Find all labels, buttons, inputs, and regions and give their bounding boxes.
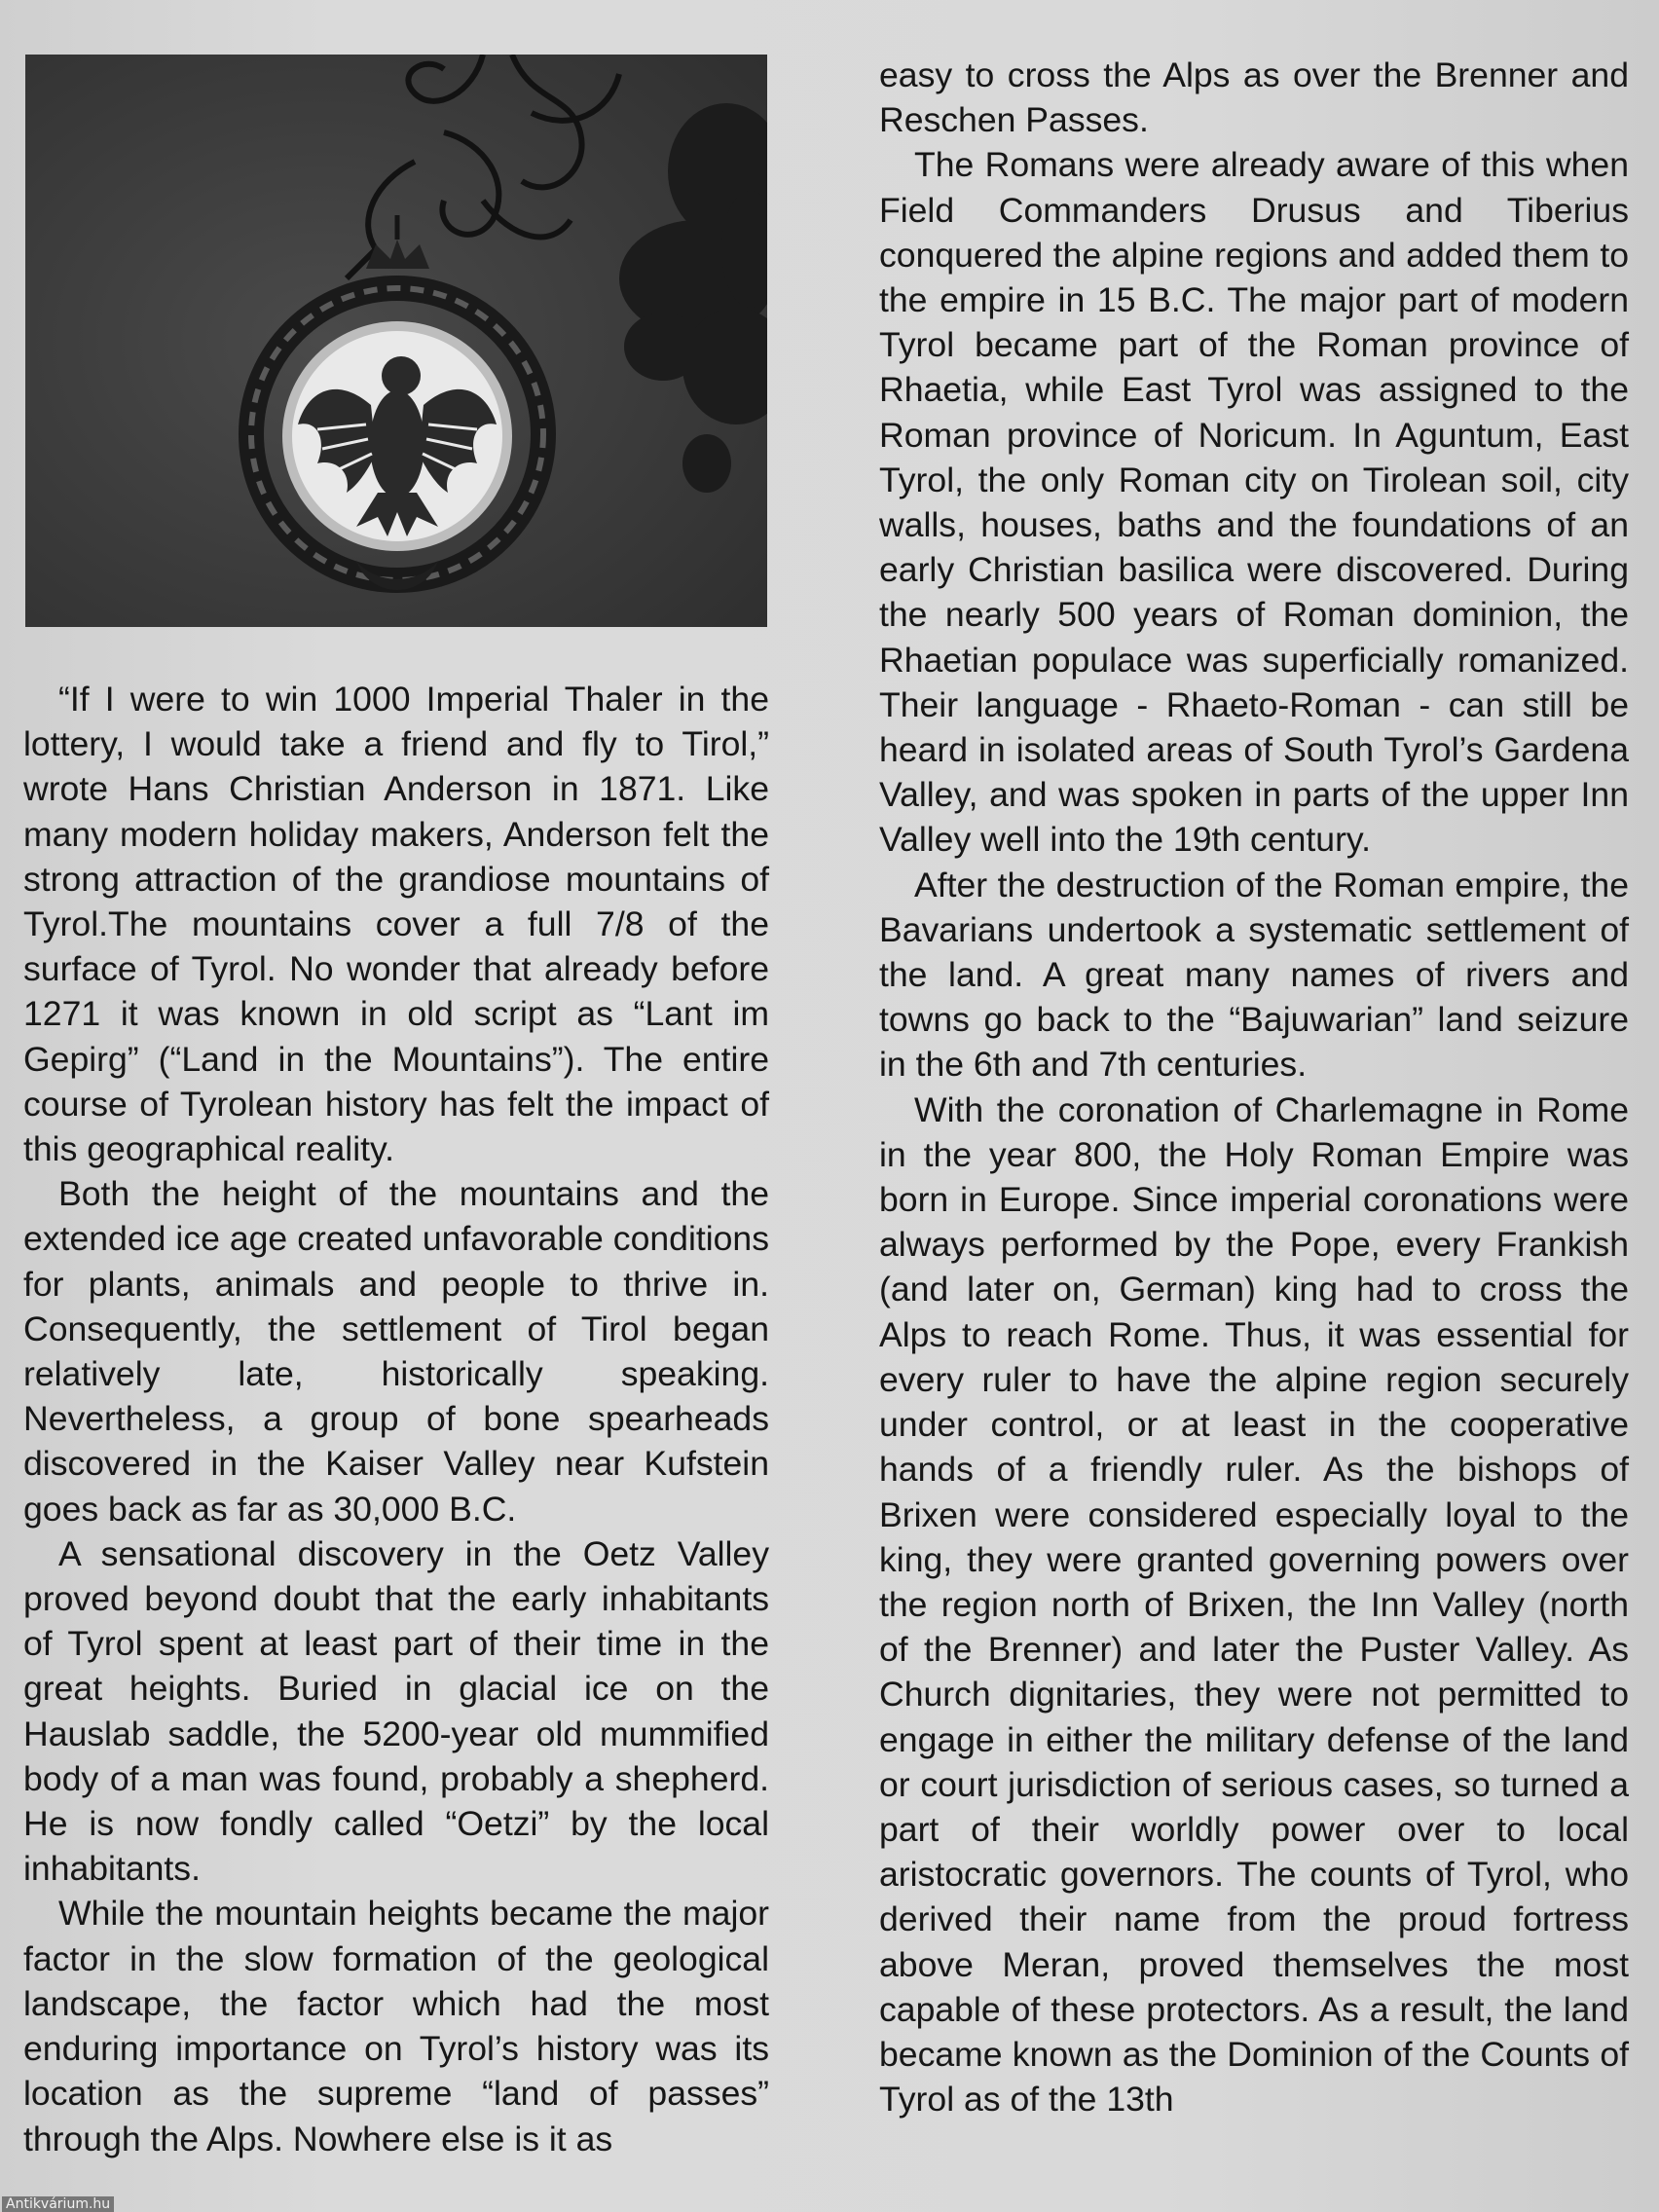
paragraph-land-of-passes: While the mountain heights became the major factor in the slow formation of the geological landscape, the factor which had the most enduring importance on Tyrol’s history was its location as the supreme “land of passes” through the Alps. Nowhere else is it as	[23, 1894, 769, 2158]
paragraph-continuation: easy to cross the Alps as over the Brenner and Reschen Passes.	[879, 55, 1629, 140]
paragraph-romans: The Romans were already aware of this when Field Commanders Drusus and Tiberius conquered the alpine regions and added them to the empire in 15 B.C. The major part of modern Tyrol became part of the Roman province of Rhaetia, while East Tyrol was assigned to the Roman province of Noricum. In Aguntum, East Tyrol, the only Roman city on Tirolean soil, city walls, houses, baths and the foundations of an early Christian basilica were discovered. During the nearly 500 years of Roman dominion, the Rhaetian populace was superficially romanized. Their language - Rhaeto-Roman - can still be heard in isolated areas of South Tyrol’s Gardena Valley, and was spoken in parts of the upper Inn Valley well into the 19th century.	[879, 145, 1629, 860]
inn-sign-illustration	[25, 55, 767, 627]
paragraph-mountains-settlement: Both the height of the mountains and the extended ice age created unfavorable conditions for plants, animals and people to thrive in. Consequently, the settlement of Tirol began relatively late, historically speaking. Nevertheless, a group of bone spearheads discovered in the Kaiser Valley near Kufstein goes back as far as 30,000 B.C.	[23, 1174, 769, 1529]
paragraph-anderson-quote: “If I were to win 1000 Imperial Thaler in the lottery, I would take a friend and fly to Tirol,” wrote Hans Christian Anderson in 1871. Like many modern holiday makers, Anderson felt the strong attraction of the grandiose mountains of Tyrol.The mountains cover a full 7/8 of the surface of Tyrol. No wonder that already before 1271 it was known in old script as “Lant im Gepirg” (“Land in the Mountains”). The entire course of Tyrolean history has felt the impact of this geographical reality.	[23, 680, 769, 1169]
left-text-column	[23, 677, 769, 2161]
paragraph-charlemagne: With the coronation of Charlemagne in Rome in the year 800, the Holy Roman Empire was born in Europe. Since imperial coronations were always performed by the Pope, every Frankish (and later on, German) king had to cross the Alps to reach Rome. Thus, it was essential for every ruler to have the alpine region securely under control, or at least in the cooperative hands of a friendly ruler. As the bishops of Brixen were considered especially loyal to the king, they were granted governing powers over the region north of Brixen, the Inn Valley (north of the Brenner) and later the Puster Valley. As Church dignitaries, they were not permitted to engage in either the military defense of the land or court jurisdiction of serious cases, so turned a part of their worldly power over to local aristocratic governors. The counts of Tyrol, who derived their name from the proud fortress above Meran, proved themselves the most capable of these protectors. As a result, the land became known as the Dominion of the Counts of Tyrol as of the 13th	[879, 1089, 1629, 2120]
paragraph-oetz-discovery: A sensational discovery in the Oetz Valley proved beyond doubt that the early inhabitants of Tyrol spent at least part of their time in the great heights. Buried in glacial ice on the Hauslab saddle, the 5200-year old mummified body of a man was found, probably a shepherd. He is now fondly called “Oetzi” by the local inhabitants.	[23, 1533, 769, 1889]
watermark-label: Antikvárium.hu	[2, 2196, 114, 2212]
inn-sign-photo	[25, 55, 767, 627]
paragraph-bavarians: After the destruction of the Roman empire, the Bavarians undertook a systematic settlement of the land. A great many names of rivers and towns go back to the “Bajuwarian” land seizure in the 6th and 7th centuries.	[879, 865, 1629, 1085]
right-text-column	[879, 53, 1629, 2121]
